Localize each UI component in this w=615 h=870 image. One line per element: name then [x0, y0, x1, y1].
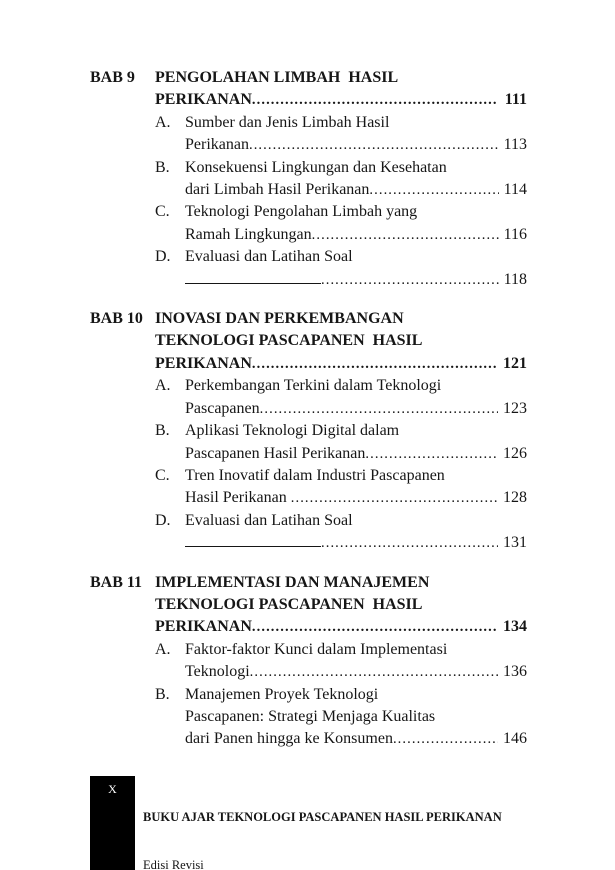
chapter-title-row: [155, 353, 527, 375]
dot-leader: [252, 89, 498, 111]
item-last-row: [185, 269, 527, 291]
item-last-row: [185, 398, 527, 420]
dot-leader: [252, 353, 496, 375]
item-text-line: Teknologi Pengolahan Limbah yang: [185, 203, 418, 221]
toc-item: [155, 420, 527, 465]
toc-item: [155, 684, 527, 751]
chapter-title-line: PENGOLAHAN LIMBAH HASIL: [155, 69, 399, 86]
footer-page-number: X: [108, 782, 117, 796]
chapter-title-last-line: PERIKANAN: [155, 91, 252, 109]
item-text-line: Pascapanen: [185, 399, 260, 417]
item-page-number: 113: [503, 136, 527, 154]
item-last-row: [185, 179, 527, 201]
dot-leader: [249, 134, 499, 156]
item-letter: C.: [155, 203, 170, 221]
item-text-line: Sumber dan Jenis Limbah Hasil: [185, 113, 390, 131]
chapter-page-number: 121: [503, 354, 527, 372]
item-text-line: Konsekuensi Lingkungan dan Kesehatan: [185, 158, 447, 176]
item-letter: B.: [155, 158, 170, 176]
item-text-line: Tren Inovatif dalam Industri Pascapanen: [185, 466, 445, 484]
item-page-number: 128: [503, 489, 527, 507]
item-page-number: 131: [503, 534, 527, 552]
toc-item: [155, 112, 527, 157]
item-text-line: Evaluasi dan Latihan Soal: [185, 248, 353, 266]
chapter-label: BAB 10: [90, 310, 143, 328]
item-page-number: 146: [503, 730, 527, 748]
fill-in-blank-line: [185, 282, 321, 284]
chapter-title-last-line: PERIKANAN: [155, 618, 252, 636]
chapter-title-line: IMPLEMENTASI DAN MANAJEMEN: [155, 573, 430, 591]
footer-running-title: [143, 777, 502, 870]
chapter-page-number: 134: [503, 618, 527, 636]
item-letter: C.: [155, 466, 170, 484]
toc-item: [155, 246, 527, 291]
toc-chapter-bab-10: [90, 308, 527, 554]
toc-chapter-bab-11: [90, 572, 527, 751]
item-text-line: dari Limbah Hasil Perikanan: [185, 181, 370, 199]
item-text-line: Pascapanen: Strategi Menjaga Kualitas: [185, 707, 436, 725]
toc-item: [155, 201, 527, 246]
chapter-page-number: 111: [504, 91, 527, 109]
chapter-title-last-line: PERIKANAN: [155, 354, 252, 372]
dot-leader: [365, 443, 498, 465]
dot-leader: [291, 487, 498, 509]
dot-leader: [321, 269, 499, 291]
item-text-line: Faktor-faktor Kunci dalam Implementasi: [185, 640, 448, 658]
dot-leader: [252, 616, 496, 638]
item-page-number: 136: [503, 663, 527, 681]
dot-leader: [393, 728, 498, 750]
toc-item: [155, 510, 527, 555]
item-last-row: [185, 728, 527, 750]
dot-leader: [260, 398, 498, 420]
toc-item: [155, 157, 527, 202]
item-page-number: 116: [503, 225, 527, 243]
item-last-row: [185, 661, 527, 683]
item-letter: A.: [155, 377, 171, 395]
chapter-label: BAB 11: [90, 573, 143, 591]
item-letter: B.: [155, 685, 170, 703]
toc-item: [155, 465, 527, 510]
chapter-title-line: TEKNOLOGI PASCAPANEN HASIL: [155, 595, 423, 613]
item-page-number: 126: [503, 444, 527, 462]
item-text-line: Aplikasi Teknologi Digital dalam: [185, 422, 400, 440]
item-letter: B.: [155, 422, 170, 440]
item-last-row: [185, 487, 527, 509]
item-text-line: Evaluasi dan Latihan Soal: [185, 511, 353, 529]
item-letter: D.: [155, 511, 171, 529]
item-text-line: Ramah Lingkungan: [185, 225, 312, 243]
footer-book-title: BUKU AJAR TEKNOLOGI PASCAPANEN HASIL PERIKANAN: [143, 810, 502, 824]
dot-leader: [312, 224, 499, 246]
item-text-line: Pascapanen Hasil Perikanan: [185, 444, 366, 462]
item-page-number: 123: [503, 399, 527, 417]
chapter-title-line: INOVASI DAN PERKEMBANGAN: [155, 310, 404, 328]
dot-leader: [250, 661, 498, 683]
item-text-line: Perikanan: [185, 136, 249, 154]
footer-edition: Edisi Revisi: [143, 858, 204, 870]
dot-leader: [369, 179, 498, 201]
toc-item: [155, 639, 527, 684]
item-last-row: [185, 443, 527, 465]
item-letter: A.: [155, 113, 171, 131]
item-text-line: Perkembangan Terkini dalam Teknologi: [185, 377, 442, 395]
item-last-row: [185, 532, 527, 554]
item-text-line: dari Panen hingga ke Konsumen: [185, 730, 393, 748]
dot-leader: [321, 532, 498, 554]
chapter-title-row: [155, 616, 527, 638]
item-letter: A.: [155, 640, 171, 658]
chapter-title-line: TEKNOLOGI PASCAPANEN HASIL: [155, 332, 423, 350]
item-text-line: Hasil Perikanan: [185, 489, 291, 507]
item-last-row: [185, 134, 527, 156]
chapter-label: BAB 9: [90, 69, 135, 86]
item-text-line: Teknologi: [185, 663, 250, 681]
toc-item: [155, 375, 527, 420]
footer-page-number-bar: [90, 776, 135, 870]
item-page-number: 114: [503, 181, 527, 199]
item-text-line: Manajemen Proyek Teknologi: [185, 685, 379, 703]
item-page-number: 118: [503, 270, 527, 288]
toc-chapter-bab-9: [90, 67, 527, 291]
item-letter: D.: [155, 248, 171, 266]
table-of-contents: [90, 67, 527, 751]
item-last-row: [185, 224, 527, 246]
fill-in-blank-line: [185, 545, 321, 547]
chapter-title-row: [155, 89, 527, 111]
